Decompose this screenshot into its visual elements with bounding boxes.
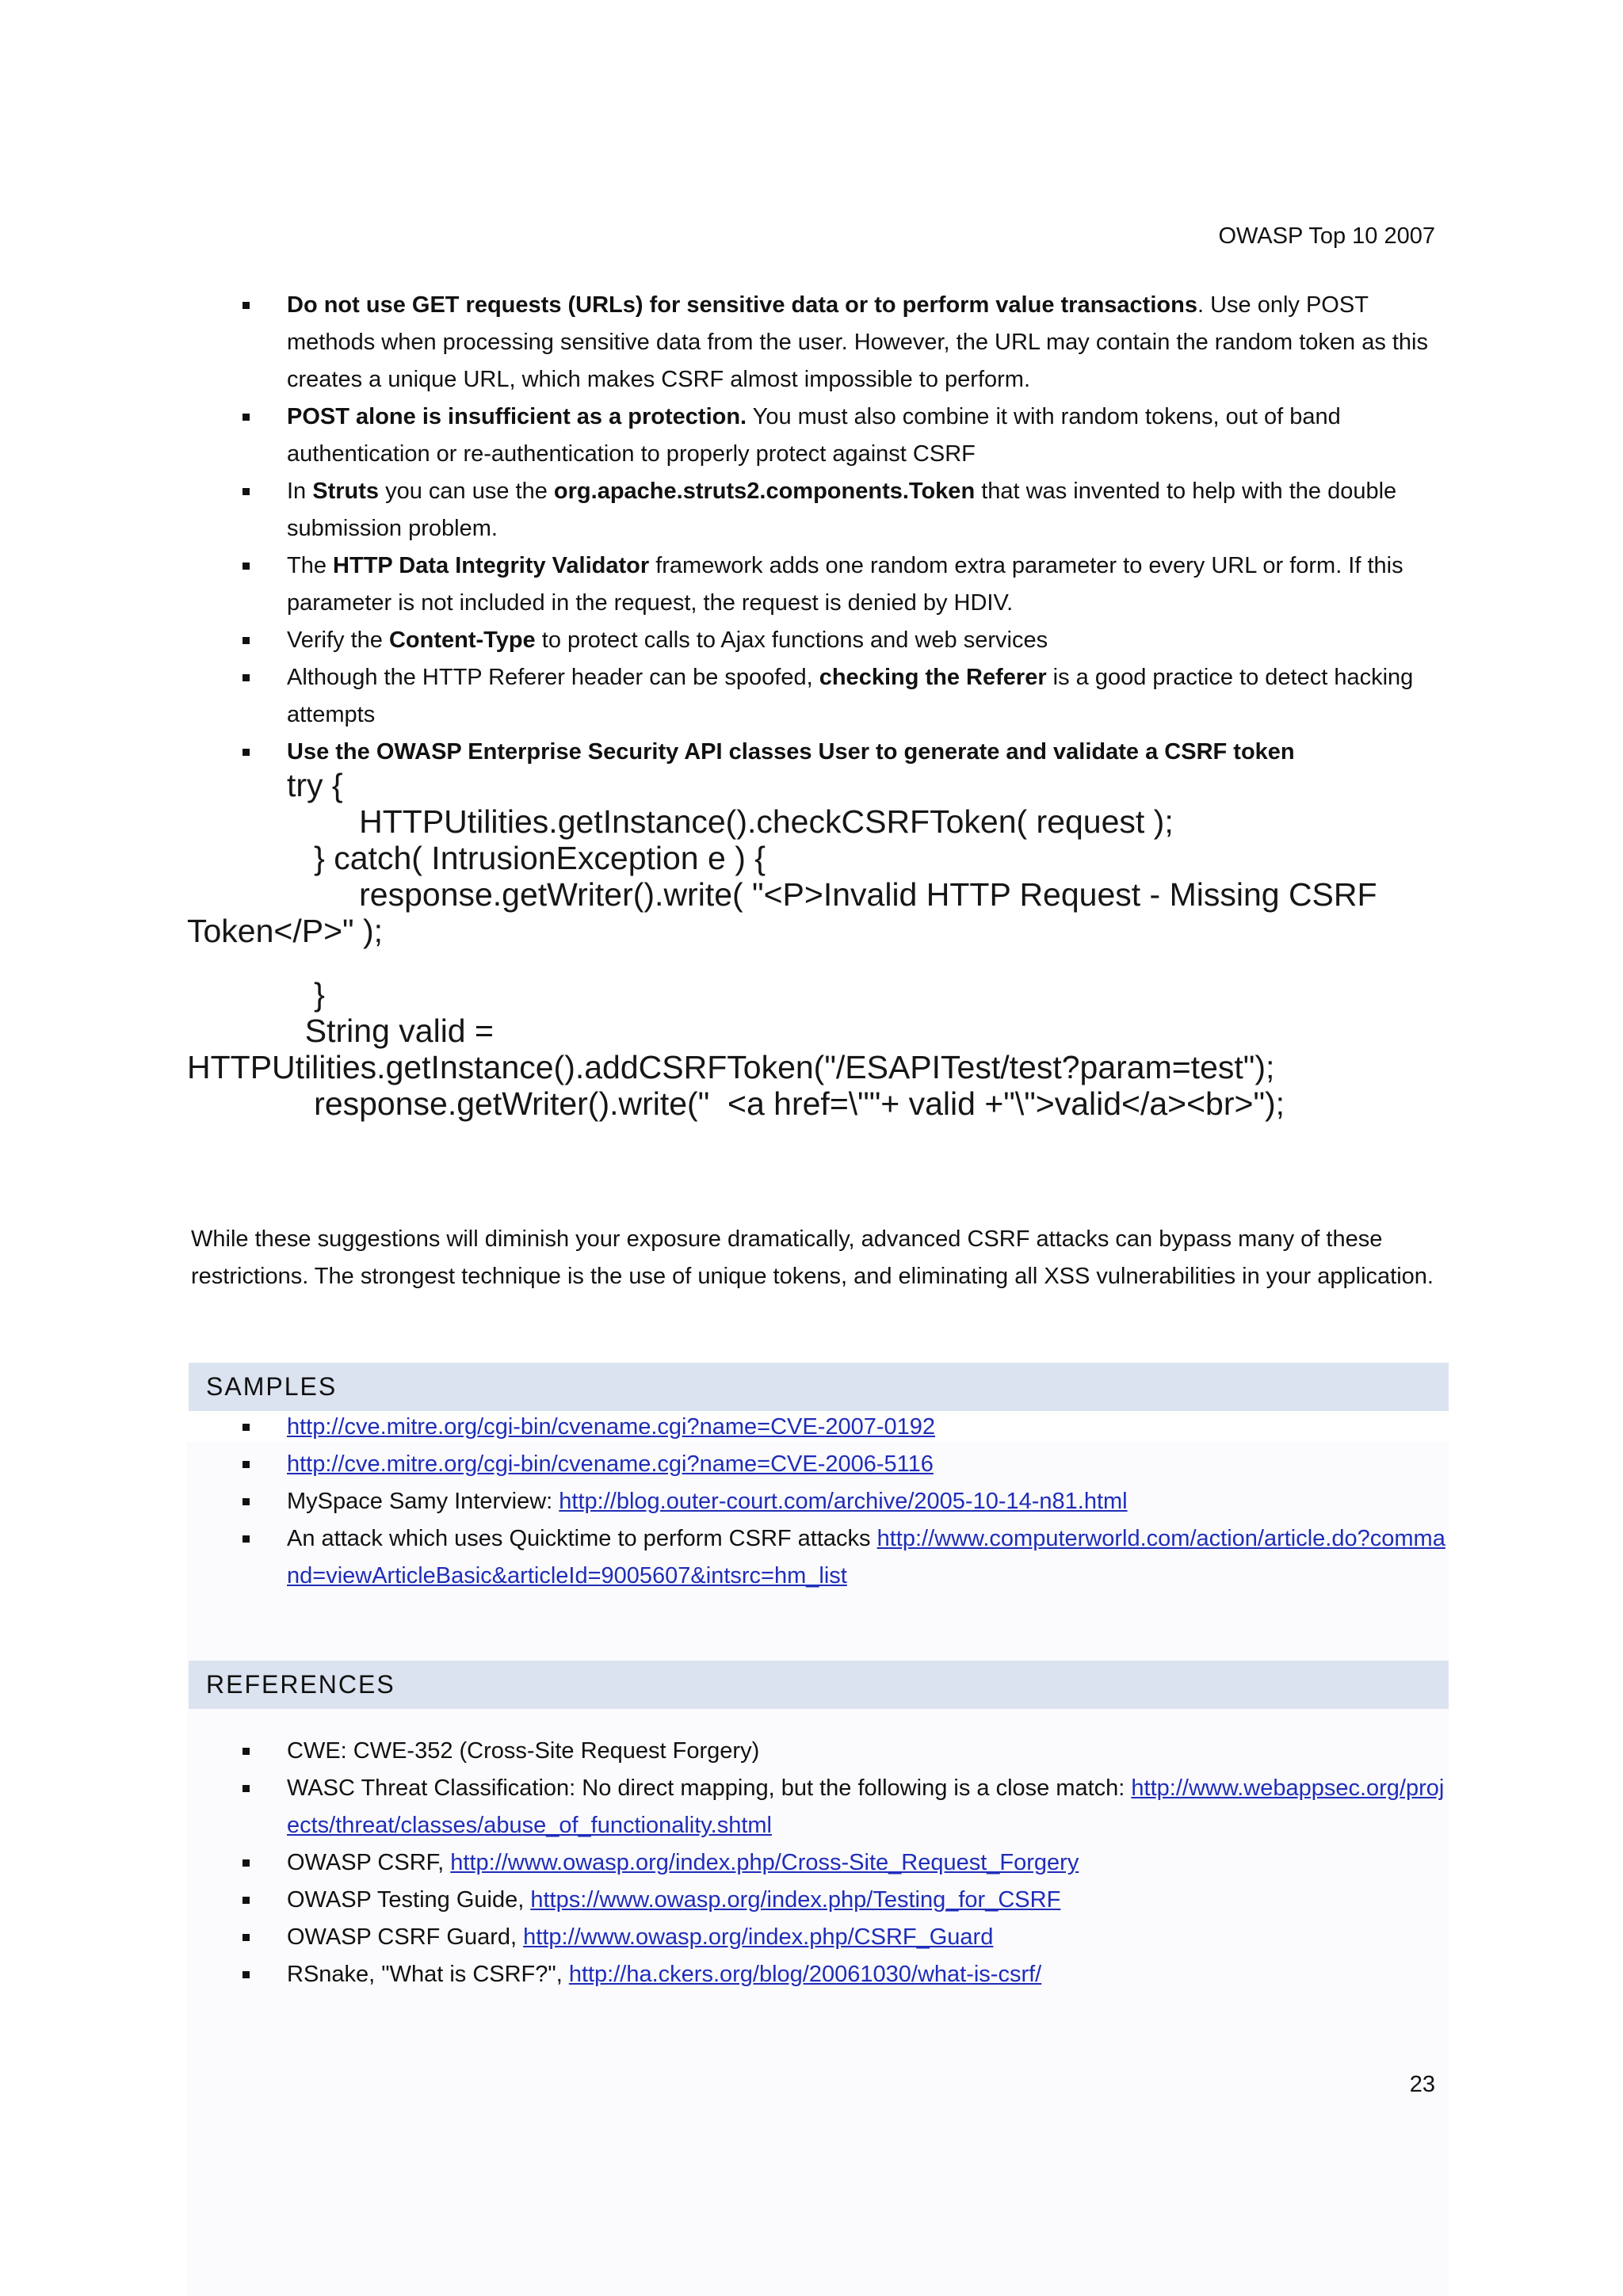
code-line: HTTPUtilities.getInstance().addCSRFToken("/ESAPITest/test?param=test"); bbox=[187, 1049, 1275, 1085]
bullet-icon bbox=[242, 1897, 250, 1904]
item-label: OWASP CSRF, bbox=[287, 1850, 451, 1875]
code-line: response.getWriter().write( "<P>Invalid HTTP Request - Missing CSRF bbox=[287, 876, 1377, 913]
list-item bbox=[187, 287, 1455, 399]
item-label: CWE: CWE-352 (Cross-Site Request Forgery) bbox=[287, 1738, 760, 1764]
body-text: Although the HTTP Referer header can be spoofed, bbox=[287, 665, 819, 690]
reference-link[interactable]: http://cve.mitre.org/cgi-bin/cvename.cgi?name=CVE-2007-0192 bbox=[287, 1414, 936, 1440]
body-text: You must also combine it with random tokens, out of band authentication or re-authentication to properly protect against CSRF bbox=[287, 404, 1341, 467]
samples-heading: SAMPLES bbox=[189, 1363, 1449, 1411]
list-item bbox=[187, 1483, 1455, 1520]
list-item bbox=[187, 1956, 1455, 1993]
list-item bbox=[187, 1446, 1455, 1483]
reference-link[interactable]: http://www.owasp.org/index.php/Cross-Site_Request_Forgery bbox=[450, 1850, 1079, 1875]
bold-text: Struts bbox=[312, 479, 380, 504]
bullet-icon bbox=[242, 563, 250, 570]
list-item bbox=[187, 1733, 1455, 1770]
item-label: OWASP CSRF Guard, bbox=[287, 1924, 524, 1950]
item-label: WASC Threat Classification: No direct mapping, but the following is a close match: bbox=[287, 1775, 1132, 1801]
list-item bbox=[187, 1409, 1455, 1446]
bullet-icon bbox=[242, 1748, 250, 1755]
bullet-icon bbox=[242, 1424, 250, 1431]
list-item bbox=[187, 473, 1455, 547]
bullet-icon bbox=[242, 674, 250, 681]
list-item bbox=[187, 399, 1455, 473]
references-heading: REFERENCES bbox=[189, 1661, 1449, 1709]
body-text: is a good practice to detect hacking attempts bbox=[287, 665, 1414, 727]
bold-text: Use the OWASP Enterprise Security API classes User to generate and validate a CSRF token bbox=[287, 739, 1295, 765]
bold-text: Content-Type bbox=[388, 627, 536, 653]
samples-list bbox=[187, 1409, 1455, 1595]
list-item bbox=[187, 547, 1455, 622]
bold-text: HTTP Data Integrity Validator bbox=[333, 553, 650, 578]
bullet-icon bbox=[242, 1535, 250, 1543]
body-text: . Use only POST methods when processing sensitive data from the user. However, the URL may contain the random token as this creates a unique URL, which makes CSRF almost impossible to perform. bbox=[287, 292, 1429, 392]
bullet-icon bbox=[242, 414, 250, 421]
bullet-icon bbox=[242, 1785, 250, 1792]
list-item bbox=[187, 734, 1455, 771]
body-text: to protect calls to Ajax functions and web services bbox=[535, 627, 1048, 653]
page-number: 23 bbox=[1409, 2072, 1435, 2097]
bullet-icon bbox=[242, 637, 250, 644]
reference-link[interactable]: http://www.owasp.org/index.php/CSRF_Guard bbox=[523, 1924, 994, 1950]
code-line: response.getWriter().write(" <a href=\""+ valid +"\">valid</a><br>"); bbox=[287, 1085, 1285, 1122]
body-text: Verify the bbox=[287, 627, 389, 653]
bullet-icon bbox=[242, 1859, 250, 1867]
bullet-icon bbox=[242, 1934, 250, 1941]
reference-link[interactable]: http://www.computerworld.com/action/article.do?command=viewArticleBasic&articleId=9005607&intsrc=hm_list bbox=[287, 1526, 1445, 1589]
references-list bbox=[187, 1733, 1455, 1993]
bullet-icon bbox=[242, 1461, 250, 1468]
reference-link[interactable]: http://cve.mitre.org/cgi-bin/cvename.cgi?name=CVE-2006-5116 bbox=[287, 1451, 934, 1477]
bold-text: org.apache.struts2.components.Token bbox=[553, 479, 976, 504]
code-line: HTTPUtilities.getInstance().checkCSRFToken( request ); bbox=[287, 803, 1174, 840]
reference-link[interactable]: http://blog.outer-court.com/archive/2005-10-14-n81.html bbox=[559, 1489, 1128, 1514]
summary-paragraph: While these suggestions will diminish your exposure dramatically, advanced CSRF attacks can bypass many of these restrictions. The strongest technique is the use of unique tokens, and eliminating all XSS vulnerabilities in your application. bbox=[191, 1226, 1434, 1289]
bullet-icon bbox=[242, 488, 250, 495]
list-item bbox=[187, 1882, 1455, 1919]
body-text: framework adds one random extra parameter to every URL or form. If this parameter is not included in the request, the request is denied by HDIV. bbox=[287, 553, 1403, 616]
list-item bbox=[187, 1844, 1455, 1882]
code-sample bbox=[187, 767, 1412, 1122]
item-label: An attack which uses Quicktime to perform CSRF attacks bbox=[287, 1526, 877, 1551]
body-text: The bbox=[287, 553, 334, 578]
bold-text: POST alone is insufficient as a protection. bbox=[287, 404, 747, 429]
body-text: you can use the bbox=[379, 479, 554, 504]
running-header: OWASP Top 10 2007 bbox=[1218, 223, 1435, 249]
item-label: MySpace Samy Interview: bbox=[287, 1489, 559, 1514]
bullet-icon bbox=[242, 1971, 250, 1978]
item-label: OWASP Testing Guide, bbox=[287, 1887, 531, 1913]
code-line bbox=[287, 949, 1412, 976]
code-line: try { bbox=[287, 767, 343, 803]
bold-text: checking the Referer bbox=[819, 665, 1047, 690]
list-item bbox=[187, 622, 1455, 659]
list-item bbox=[187, 659, 1455, 734]
reference-link[interactable]: https://www.owasp.org/index.php/Testing_for_CSRF bbox=[530, 1887, 1061, 1913]
code-line: } catch( IntrusionException e ) { bbox=[287, 840, 766, 876]
body-text: that was invented to help with the double submission problem. bbox=[287, 479, 1397, 541]
bullet-icon bbox=[242, 302, 250, 309]
bold-text: Do not use GET requests (URLs) for sensitive data or to perform value transactions bbox=[287, 292, 1197, 318]
list-item bbox=[187, 1770, 1455, 1844]
body-text: In bbox=[287, 479, 313, 504]
code-line: Token</P>" ); bbox=[187, 913, 384, 949]
bullet-icon bbox=[242, 1498, 250, 1505]
code-line: } bbox=[287, 976, 325, 1013]
bullet-icon bbox=[242, 749, 250, 756]
code-line: String valid = bbox=[287, 1013, 494, 1049]
protection-list bbox=[187, 287, 1455, 771]
reference-link[interactable]: http://www.webappsec.org/projects/threat/classes/abuse_of_functionality.shtml bbox=[287, 1775, 1445, 1838]
list-item bbox=[187, 1520, 1455, 1595]
list-item bbox=[187, 1919, 1455, 1956]
item-label: RSnake, "What is CSRF?", bbox=[287, 1962, 569, 1987]
reference-link[interactable]: http://ha.ckers.org/blog/20061030/what-is-csrf/ bbox=[568, 1962, 1042, 1987]
